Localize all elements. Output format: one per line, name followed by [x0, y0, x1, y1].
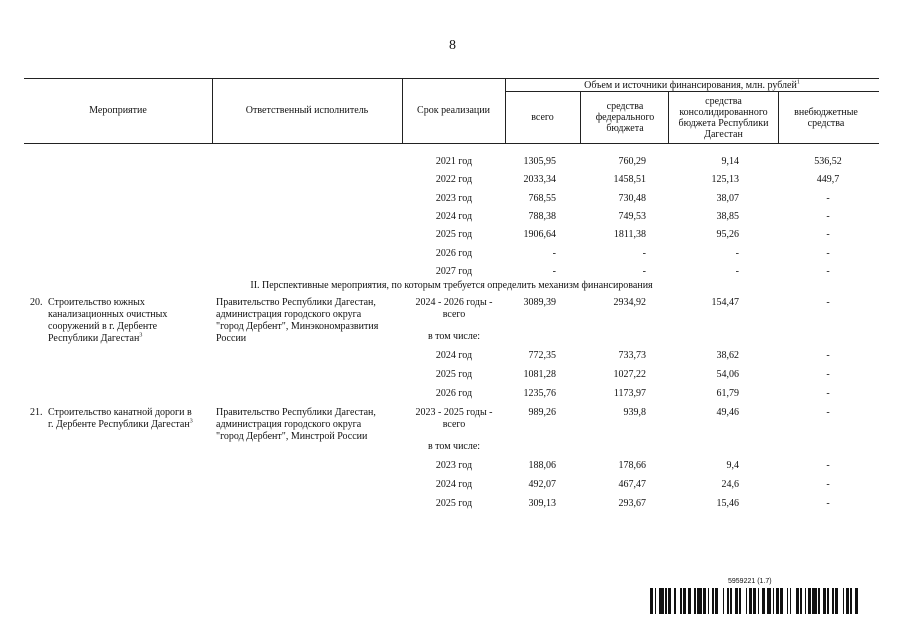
- item-summary-extra: -: [826, 297, 830, 308]
- header-federal: средства федерального бюджета: [595, 101, 655, 134]
- item-row-consolidated: 24,6: [721, 479, 739, 490]
- item-event-footnote: 3: [139, 332, 143, 339]
- header-event: Мероприятие: [89, 104, 147, 116]
- item-executor-line: России: [216, 333, 247, 344]
- top-row-5-consolidated: -: [735, 248, 739, 259]
- item-summary-federal: 939,8: [623, 407, 646, 418]
- item-period-line: всего: [442, 419, 466, 430]
- item-row-extra: -: [826, 350, 830, 361]
- item-row-total: 772,35: [528, 350, 556, 361]
- item-row-total: 492,07: [528, 479, 556, 490]
- item-row-year: 2024 год: [435, 350, 473, 361]
- top-row-6-consolidated: -: [735, 266, 739, 277]
- item-executor-line: администрация городского округа: [216, 419, 362, 430]
- header-total: всего: [531, 112, 554, 123]
- item-row-consolidated: 61,79: [716, 388, 739, 399]
- top-row-2-extra: -: [826, 193, 830, 204]
- top-row-6-year: 2027 год: [435, 266, 473, 277]
- header-top-rule: [24, 78, 879, 79]
- top-row-2-consolidated: 38,07: [716, 193, 739, 204]
- item-row-year: 2023 год: [435, 460, 473, 471]
- item-row-extra: -: [826, 369, 830, 380]
- top-row-2-total: 768,55: [528, 193, 556, 204]
- top-row-0-consolidated: 9,14: [721, 156, 739, 167]
- item-row-consolidated: 38,62: [716, 350, 739, 361]
- top-row-6-federal: -: [642, 266, 646, 277]
- item-row-consolidated: 9,4: [726, 460, 739, 471]
- top-row-3-year: 2024 год: [435, 211, 473, 222]
- item-executor-line: Правительство Республики Дагестан,: [216, 297, 376, 308]
- header-divider-4: [580, 91, 581, 143]
- item-period-line: 2024 - 2026 годы -: [415, 297, 493, 308]
- item-row-year: 2024 год: [435, 479, 473, 490]
- item-event-line: сооружений в г. Дербенте: [48, 321, 158, 332]
- item-executor-line: администрация городского округа: [216, 309, 362, 320]
- item-row-consolidated: 15,46: [716, 498, 739, 509]
- item-executor-line: Правительство Республики Дагестан,: [216, 407, 376, 418]
- item-row-total: 188,06: [528, 460, 556, 471]
- top-row-0-year: 2021 год: [435, 156, 473, 167]
- item-row-federal: 733,73: [618, 350, 646, 361]
- item-event-line: г. Дербенте Республики Дагестан$^3$: [48, 418, 193, 430]
- header-extra: внебюджетные средства: [794, 106, 858, 129]
- item-row-total: 1081,28: [523, 369, 556, 380]
- top-row-2-year: 2023 год: [435, 193, 473, 204]
- top-row-5-federal: -: [642, 248, 646, 259]
- top-row-1-year: 2022 год: [435, 174, 473, 185]
- item-summary-total: 989,26: [528, 407, 556, 418]
- item-row-year: 2025 год: [435, 369, 473, 380]
- top-row-5-extra: -: [826, 248, 830, 259]
- section-title: II. Перспективные мероприятия, по которым требуется определить механизм финансирования: [250, 280, 653, 291]
- top-row-0-extra: 536,52: [814, 156, 842, 167]
- top-row-4-federal: 1811,38: [613, 229, 646, 240]
- item-row-extra: -: [826, 479, 830, 490]
- item-event-line: Республики Дагестан$^3$: [48, 332, 143, 344]
- item-executor-line: "город Дербент", Минэкономразвития: [216, 321, 379, 332]
- item-period-line: всего: [442, 309, 466, 320]
- top-row-3-extra: -: [826, 211, 830, 222]
- item-period-line: 2023 - 2025 годы -: [415, 407, 493, 418]
- item-row-year: 2026 год: [435, 388, 473, 399]
- top-row-4-total: 1906,64: [523, 229, 556, 240]
- item-row-year: 2025 год: [435, 498, 473, 509]
- item-row-extra: -: [826, 460, 830, 471]
- top-row-5-total: -: [552, 248, 556, 259]
- item-number: 20.: [30, 297, 43, 308]
- item-event-line: Строительство канатной дороги в: [48, 407, 192, 418]
- top-row-4-consolidated: 95,26: [716, 229, 739, 240]
- top-row-4-extra: -: [826, 229, 830, 240]
- item-row-total: 1235,76: [523, 388, 556, 399]
- item-summary-federal: 2934,92: [613, 297, 646, 308]
- item-row-extra: -: [826, 388, 830, 399]
- top-row-2-federal: 730,48: [618, 193, 646, 204]
- item-summary-total: 3089,39: [523, 297, 556, 308]
- header-group-title: Объем и источники финансирования, млн. рублей$^1$: [584, 79, 800, 91]
- item-row-extra: -: [826, 498, 830, 509]
- header-consolidated: средства консолидированного бюджета Республики Дагестан: [678, 95, 769, 140]
- item-row-federal: 1173,97: [613, 388, 646, 399]
- barcode-bar: [858, 588, 860, 614]
- barcode-label: 5959221 (1.7): [728, 578, 772, 585]
- top-row-3-consolidated: 38,85: [716, 211, 739, 222]
- top-row-3-total: 788,38: [528, 211, 556, 222]
- item-event-line: канализационных очистных: [48, 309, 168, 320]
- top-row-1-consolidated: 125,13: [711, 174, 739, 185]
- item-summary-consolidated: 154,47: [711, 297, 739, 308]
- top-row-1-total: 2033,34: [523, 174, 556, 185]
- item-summary-extra: -: [826, 407, 830, 418]
- item-summary-consolidated: 49,46: [716, 407, 739, 418]
- top-row-3-federal: 749,53: [618, 211, 646, 222]
- item-row-federal: 293,67: [618, 498, 646, 509]
- item-event-line: Строительство южных: [48, 297, 145, 308]
- item-row-federal: 467,47: [618, 479, 646, 490]
- item-event-footnote: 3: [189, 418, 193, 425]
- top-row-0-total: 1305,95: [523, 156, 556, 167]
- top-row-5-year: 2026 год: [435, 248, 473, 259]
- header-period: Срок реализации: [417, 104, 490, 116]
- header-bottom-rule: [24, 143, 879, 144]
- item-row-federal: 1027,22: [613, 369, 646, 380]
- header-executor: Ответственный исполнитель: [245, 104, 369, 116]
- page-number: 8: [449, 38, 456, 53]
- item-incl-label: в том числе:: [427, 331, 481, 342]
- top-row-6-extra: -: [826, 266, 830, 277]
- top-row-4-year: 2025 год: [435, 229, 473, 240]
- item-incl-label: в том числе:: [427, 441, 481, 452]
- top-row-6-total: -: [552, 266, 556, 277]
- item-number: 21.: [30, 407, 43, 418]
- top-row-1-extra: 449,7: [816, 174, 840, 185]
- top-row-0-federal: 760,29: [618, 156, 646, 167]
- barcode-image: [650, 588, 860, 614]
- item-row-total: 309,13: [528, 498, 556, 509]
- item-row-consolidated: 54,06: [716, 369, 739, 380]
- top-row-1-federal: 1458,51: [613, 174, 646, 185]
- header-divider-6: [778, 91, 779, 143]
- item-executor-line: "город Дербент", Минстрой России: [216, 431, 368, 442]
- item-row-federal: 178,66: [618, 460, 646, 471]
